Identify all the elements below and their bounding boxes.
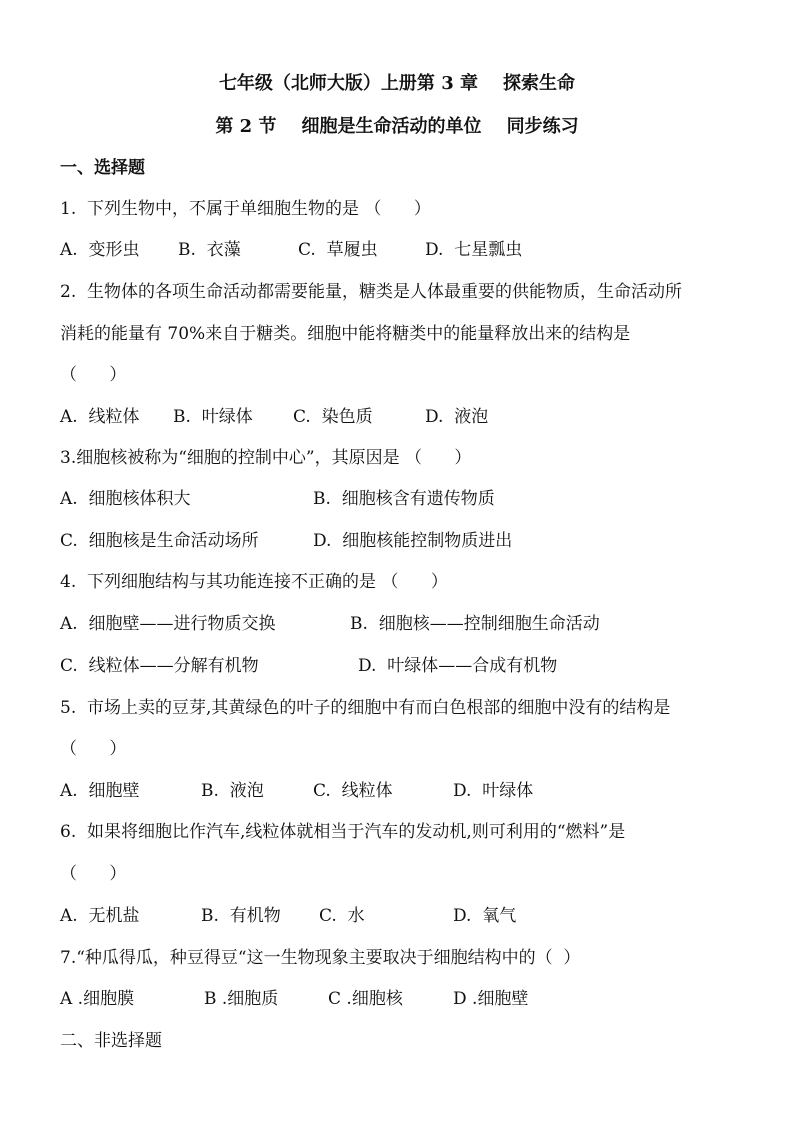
question-7-option-d: D .细胞壁 xyxy=(453,989,529,1009)
question-6-option-a: A. 无机盐 xyxy=(60,906,140,926)
question-2-option-c: C. 染色质 xyxy=(293,407,373,427)
question-2-option-a: A. 线粒体 xyxy=(60,407,140,427)
document-subtitle: 第 2 节 细胞是生命活动的单位 同步练习 xyxy=(215,116,579,137)
question-2-stem-line3: （ ） xyxy=(60,365,127,385)
question-5-option-c: C. 线粒体 xyxy=(313,781,393,801)
question-6-stem-line2: （ ） xyxy=(60,864,127,884)
question-3-option-a: A. 细胞核体积大 xyxy=(60,489,191,509)
question-2-stem-line1: 2. 生物体的各项生命活动都需要能量，糖类是人体最重要的供能物质，生命活动所 xyxy=(60,282,683,302)
question-4-option-b: B. 细胞核——控制细胞生命活动 xyxy=(350,614,600,634)
question-6-option-d: D. 氧气 xyxy=(453,906,517,926)
question-3-option-c: C. 细胞核是生命活动场所 xyxy=(60,531,259,551)
question-3-option-b: B. 细胞核含有遗传物质 xyxy=(313,489,495,509)
question-1-option-b: B. 衣藻 xyxy=(178,240,241,260)
question-5-stem-line1: 5. 市场上卖的豆芽,其黄绿色的叶子的细胞中有而白色根部的细胞中没有的结构是 xyxy=(60,698,671,718)
section-heading-choice: 一、选择题 xyxy=(60,158,145,178)
question-6-option-c: C. 水 xyxy=(319,906,365,926)
question-4-option-a: A. 细胞壁——进行物质交换 xyxy=(60,614,276,634)
question-4-stem: 4. 下列细胞结构与其功能连接不正确的是 （ ） xyxy=(60,572,448,592)
question-1-option-c: C. 草履虫 xyxy=(298,240,378,260)
question-1-option-a: A. 变形虫 xyxy=(60,240,140,260)
question-4-option-c: C. 线粒体——分解有机物 xyxy=(60,656,259,676)
question-7-option-a: A .细胞膜 xyxy=(60,989,135,1009)
question-7-option-c: C .细胞核 xyxy=(328,989,403,1009)
question-2-option-d: D. 液泡 xyxy=(425,407,489,427)
question-2-option-b: B. 叶绿体 xyxy=(173,407,253,427)
question-5-option-a: A. 细胞壁 xyxy=(60,781,140,801)
section-heading-nonchoice: 二、非选择题 xyxy=(60,1031,162,1051)
question-5-stem-line2: （ ） xyxy=(60,739,127,759)
question-3-stem: 3.细胞核被称为“细胞的控制中心”，其原因是 （ ） xyxy=(60,448,472,468)
question-7-stem: 7.“种瓜得瓜，种豆得豆“这一生物现象主要取决于细胞结构中的（ ） xyxy=(60,948,581,968)
document-title: 七年级（北师大版）上册第 3 章 探索生命 xyxy=(218,73,576,94)
question-3-option-d: D. 细胞核能控制物质进出 xyxy=(313,531,513,551)
question-1-stem: 1. 下列生物中，不属于单细胞生物的是 （ ） xyxy=(60,199,431,219)
question-4-option-d: D. 叶绿体——合成有机物 xyxy=(358,656,558,676)
question-5-option-d: D. 叶绿体 xyxy=(453,781,534,801)
question-1-option-d: D. 七星瓢虫 xyxy=(425,240,523,260)
question-2-stem-line2: 消耗的能量有 70%来自于糖类。细胞中能将糖类中的能量释放出来的结构是 xyxy=(60,324,631,344)
question-5-option-b: B. 液泡 xyxy=(201,781,264,801)
question-6-option-b: B. 有机物 xyxy=(201,906,281,926)
question-6-stem-line1: 6. 如果将细胞比作汽车,线粒体就相当于汽车的发动机,则可利用的“燃料”是 xyxy=(60,822,626,842)
question-7-option-b: B .细胞质 xyxy=(204,989,279,1009)
